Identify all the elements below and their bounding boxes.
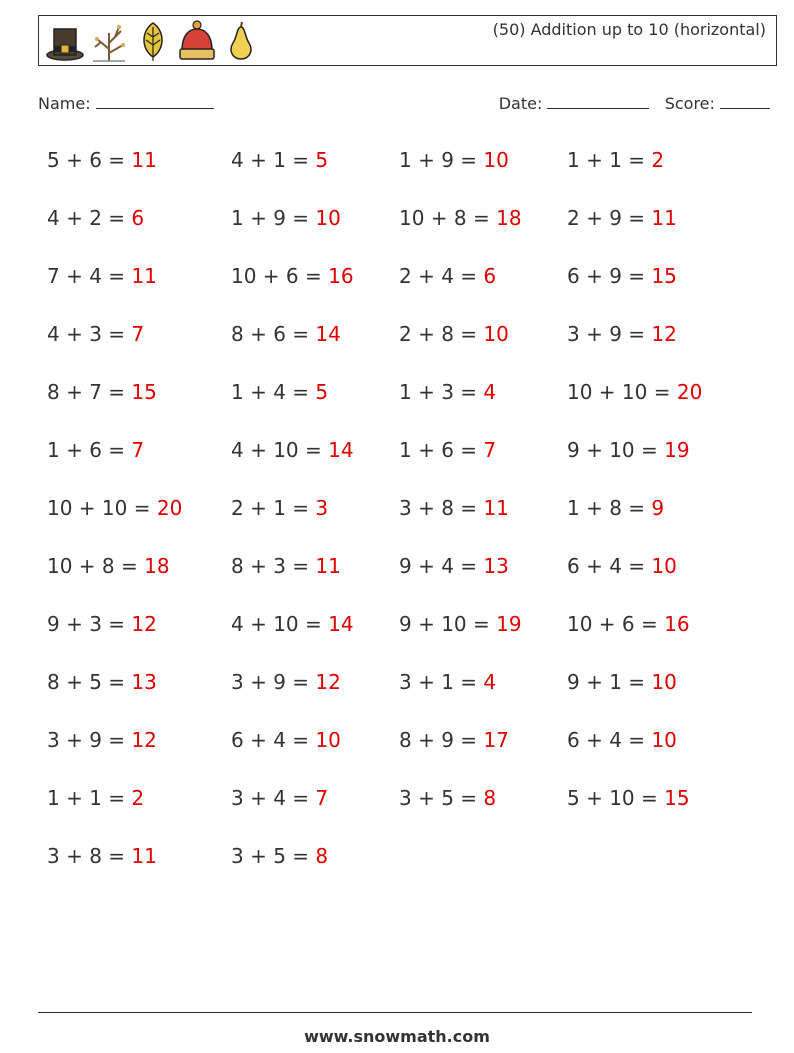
problem-answer: 12	[131, 728, 157, 752]
problem-answer: 12	[651, 322, 677, 346]
problem-answer: 10	[315, 206, 341, 230]
problem-item	[399, 322, 509, 346]
problem-expression: 1 + 1 =	[567, 148, 646, 172]
problem-expression: 10 + 10 =	[567, 380, 671, 404]
problem-item	[47, 554, 170, 578]
problem-item	[47, 148, 157, 172]
problem-expression: 3 + 9 =	[231, 670, 310, 694]
problem-answer: 10	[483, 148, 509, 172]
problem-expression: 2 + 9 =	[567, 206, 646, 230]
problem-answer: 14	[328, 612, 354, 636]
problem-expression: 1 + 1 =	[47, 786, 126, 810]
problem-item	[47, 844, 157, 868]
problem-expression: 1 + 6 =	[47, 438, 126, 462]
problem-item	[47, 728, 157, 752]
problem-item	[47, 786, 144, 810]
problem-item	[567, 438, 690, 462]
problem-expression: 3 + 4 =	[231, 786, 310, 810]
problem-item	[231, 844, 328, 868]
problem-answer: 11	[131, 264, 157, 288]
problem-expression: 2 + 1 =	[231, 496, 310, 520]
problem-answer: 19	[496, 612, 522, 636]
problem-expression: 3 + 5 =	[231, 844, 310, 868]
problem-item	[399, 264, 496, 288]
name-label: Name:	[38, 94, 91, 113]
problem-answer: 7	[315, 786, 329, 810]
problem-item	[567, 264, 677, 288]
problem-expression: 8 + 7 =	[47, 380, 126, 404]
problem-item	[399, 438, 496, 462]
problem-answer: 5	[315, 380, 329, 404]
problem-answer: 11	[483, 496, 509, 520]
problem-item	[47, 438, 144, 462]
problem-expression: 1 + 8 =	[567, 496, 646, 520]
problem-item	[47, 670, 157, 694]
problem-answer: 15	[664, 786, 690, 810]
problem-answer: 16	[328, 264, 354, 288]
problem-expression: 7 + 4 =	[47, 264, 126, 288]
problem-expression: 1 + 6 =	[399, 438, 478, 462]
problem-answer: 5	[315, 148, 329, 172]
problem-expression: 6 + 4 =	[231, 728, 310, 752]
date-label: Date:	[498, 94, 543, 113]
problem-item	[231, 612, 354, 636]
problem-item	[47, 612, 157, 636]
footer-divider	[38, 1012, 752, 1013]
problem-answer: 18	[144, 554, 170, 578]
problem-expression: 3 + 9 =	[47, 728, 126, 752]
problem-item	[567, 554, 677, 578]
problem-answer: 11	[131, 148, 157, 172]
footer-url: www.snowmath.com	[304, 1027, 490, 1046]
problem-item	[399, 206, 522, 230]
problem-expression: 1 + 9 =	[231, 206, 310, 230]
problem-answer: 7	[131, 438, 145, 462]
problem-answer: 11	[131, 844, 157, 868]
problem-item	[231, 438, 354, 462]
problem-answer: 14	[328, 438, 354, 462]
problem-answer: 16	[664, 612, 690, 636]
problem-item	[567, 496, 664, 520]
problem-expression: 8 + 6 =	[231, 322, 310, 346]
problem-answer: 14	[315, 322, 341, 346]
worksheet-title: (50) Addition up to 10 (horizontal)	[492, 20, 766, 39]
problem-item	[231, 554, 341, 578]
problem-answer: 4	[483, 670, 497, 694]
problem-answer: 6	[483, 264, 497, 288]
problem-item	[231, 322, 341, 346]
problem-answer: 17	[483, 728, 509, 752]
problem-expression: 3 + 5 =	[399, 786, 478, 810]
problem-answer: 7	[483, 438, 497, 462]
problem-answer: 10	[483, 322, 509, 346]
problem-item	[47, 206, 144, 230]
problem-item	[399, 380, 496, 404]
problem-item	[399, 554, 509, 578]
problem-expression: 10 + 6 =	[567, 612, 658, 636]
problem-expression: 5 + 10 =	[567, 786, 658, 810]
problem-answer: 3	[315, 496, 329, 520]
problem-answer: 9	[651, 496, 665, 520]
problem-item	[231, 148, 328, 172]
problem-item	[231, 264, 354, 288]
problem-expression: 3 + 8 =	[399, 496, 478, 520]
problem-item	[47, 380, 157, 404]
problem-expression: 3 + 8 =	[47, 844, 126, 868]
problem-item	[399, 612, 522, 636]
problem-item	[47, 496, 182, 520]
problem-answer: 8	[315, 844, 329, 868]
problem-item	[567, 206, 677, 230]
problem-item	[231, 728, 341, 752]
problem-answer: 2	[131, 786, 145, 810]
problem-answer: 12	[315, 670, 341, 694]
problem-answer: 10	[651, 670, 677, 694]
problem-answer: 2	[651, 148, 665, 172]
problem-answer: 15	[651, 264, 677, 288]
problem-item	[47, 264, 157, 288]
problem-answer: 6	[131, 206, 145, 230]
problem-answer: 15	[131, 380, 157, 404]
problem-item	[231, 786, 328, 810]
problem-answer: 10	[651, 728, 677, 752]
problem-expression: 6 + 9 =	[567, 264, 646, 288]
problem-expression: 4 + 10 =	[231, 612, 322, 636]
problem-expression: 10 + 8 =	[47, 554, 138, 578]
problem-item	[567, 670, 677, 694]
problem-item	[567, 148, 664, 172]
problem-item	[567, 612, 690, 636]
problem-item	[399, 728, 509, 752]
problem-item	[399, 786, 496, 810]
problem-expression: 4 + 2 =	[47, 206, 126, 230]
problem-answer: 11	[315, 554, 341, 578]
problem-expression: 8 + 5 =	[47, 670, 126, 694]
problem-item	[231, 670, 341, 694]
problem-item	[567, 728, 677, 752]
problem-expression: 10 + 6 =	[231, 264, 322, 288]
problem-answer: 11	[651, 206, 677, 230]
problem-expression: 3 + 9 =	[567, 322, 646, 346]
problem-answer: 18	[496, 206, 522, 230]
problem-item	[399, 148, 509, 172]
problem-answer: 8	[483, 786, 497, 810]
problem-answer: 10	[315, 728, 341, 752]
problem-expression: 2 + 4 =	[399, 264, 478, 288]
problem-expression: 9 + 1 =	[567, 670, 646, 694]
problem-expression: 9 + 10 =	[399, 612, 490, 636]
problem-expression: 8 + 9 =	[399, 728, 478, 752]
problem-expression: 4 + 1 =	[231, 148, 310, 172]
problem-expression: 4 + 3 =	[47, 322, 126, 346]
problem-item	[231, 496, 328, 520]
problem-expression: 9 + 4 =	[399, 554, 478, 578]
problem-expression: 6 + 4 =	[567, 728, 646, 752]
problem-expression: 9 + 10 =	[567, 438, 658, 462]
problem-item	[47, 322, 144, 346]
score-label: Score:	[664, 94, 715, 113]
problem-expression: 2 + 8 =	[399, 322, 478, 346]
problem-answer: 19	[664, 438, 690, 462]
problem-item	[399, 670, 496, 694]
problem-item	[399, 496, 509, 520]
problem-answer: 12	[131, 612, 157, 636]
problem-expression: 4 + 10 =	[231, 438, 322, 462]
problem-answer: 7	[131, 322, 145, 346]
problem-expression: 3 + 1 =	[399, 670, 478, 694]
problem-expression: 1 + 9 =	[399, 148, 478, 172]
problem-expression: 5 + 6 =	[47, 148, 126, 172]
problem-answer: 13	[131, 670, 157, 694]
problem-expression: 10 + 10 =	[47, 496, 151, 520]
problem-answer: 4	[483, 380, 497, 404]
problem-expression: 1 + 3 =	[399, 380, 478, 404]
problem-expression: 8 + 3 =	[231, 554, 310, 578]
problem-answer: 20	[156, 496, 183, 520]
problem-expression: 10 + 8 =	[399, 206, 490, 230]
problem-answer: 20	[676, 380, 703, 404]
problem-answer: 13	[483, 554, 509, 578]
problem-expression: 9 + 3 =	[47, 612, 126, 636]
problem-item	[567, 380, 702, 404]
problem-item	[567, 786, 690, 810]
problem-answer: 10	[651, 554, 677, 578]
problem-item	[231, 206, 341, 230]
problem-expression: 1 + 4 =	[231, 380, 310, 404]
problem-item	[567, 322, 677, 346]
problem-item	[231, 380, 328, 404]
problem-expression: 6 + 4 =	[567, 554, 646, 578]
